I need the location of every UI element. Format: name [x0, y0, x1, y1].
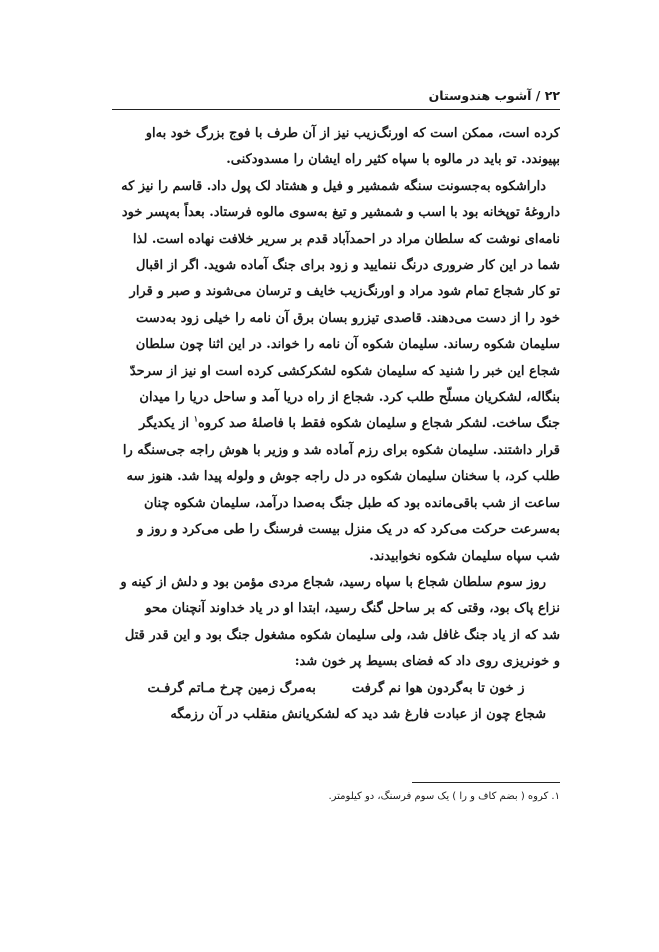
verse-hemistich-1: ز خون تا به‌گردون هوا نم گرفت — [351, 680, 525, 696]
text-line: شجاع این خبر را شنید که سلیمان شکوه لشکرکشی کرده است او نیز از سرحدّ — [129, 363, 560, 379]
text-line: شد که از یاد جنگ غافل شد، ولی سلیمان شکوه مشغول جنگ بود و این قدر قتل — [124, 627, 560, 643]
text-line: نزاع پاک بود، وقتی که بر ساحل گنگ رسید، ابتدا او در یاد خداوند آنچنان محو — [145, 601, 560, 617]
text-segment: از یکدیگر — [139, 416, 194, 432]
text-line: روز سوم سلطان شجاع با سپاه رسید، شجاع مردی مؤمن بود و دلش از کینه و — [120, 574, 546, 590]
text-line: داروغهٔ توپخانه بود با اسب و شمشیر و تیغ به‌سوی مالوه فرستاد. بعداً به‌پسر خود — [121, 205, 560, 221]
text-line: قرار داشتند. سلیمان شکوه برای رزم آماده شد و وزیر با هوش راجه جی‌سنگه را — [122, 442, 560, 458]
body-text — [112, 121, 560, 728]
text-line: داراشکوه به‌جسونت سنگه شمشیر و فیل و هشتاد لک پول داد. قاسم را نیز که — [121, 178, 546, 194]
verse — [112, 676, 560, 702]
text-line: طلب کرد، با سخنان سلیمان شکوه در دل راجه جوش و ولوله پیدا شد. هنوز سه — [126, 469, 560, 485]
text-line: به‌سرعت حرکت می‌کرد که در یک منزل بیست فرسنگ را طی می‌کرد و روز و — [137, 522, 560, 538]
text-line: و خونریزی روی داد که فضای بسیط پر خون شد: — [294, 654, 560, 670]
text-line: کرده است، ممکن است که اورنگ‌زیب نیز از آن طرف با فوج بزرگ خود به‌او — [145, 126, 560, 141]
text-line — [112, 411, 560, 437]
text-line: شب سپاه سلیمان شکوه نخوابیدند. — [369, 548, 560, 564]
header-rule — [112, 109, 560, 110]
text-line: شما در این کار ضروری درنگ ننمایید و زود برای جنگ آماده شوید. اگر از اقبال — [135, 258, 560, 274]
footnote-rule — [412, 782, 560, 783]
text-line: خود را از دست می‌دهند. قاصدی تیزرو بسان برق آن نامه را خیلی زود به‌دست — [136, 310, 560, 326]
text-line: سلیمان شکوه رساند. سلیمان شکوه آن نامه را خواند. در این اثنا چون سلطان — [135, 337, 560, 353]
footnote-marker[interactable]: ۱ — [193, 414, 198, 425]
text-line: شجاع چون از عبادت فارغ شد دید که لشکریانش منقلب در آن رزمگه — [170, 706, 546, 722]
text-line: بپیوندد. تو باید در مالوه با سپاه کثیر راه ایشان را مسدود‌کنی. — [226, 152, 560, 168]
running-header: ۲۲ / آشوب هندوستان — [428, 88, 560, 103]
text-line: نامه‌ای نوشت که سلطان مراد در احمدآباد قدم بر سریر خلافت نهاده است. لذا — [132, 231, 560, 247]
text-line: بنگاله، لشکریان مسلّح طلب کرد. شجاع از راه دریا آمد و ساحل دریا را میدان — [139, 390, 560, 406]
text-segment: جنگ ساخت. لشکر شجاع و سلیمان شکوه فقط با فاصلهٔ صد کروه — [197, 416, 560, 432]
text-line: ساعت از شب باقی‌مانده بود که طبل جنگ به‌صدا درآمد، سلیمان شکوه چنان — [144, 495, 560, 511]
footnote: ۱. کروه ( بضم کاف و را ) یک سوم فرسنگ، دو کیلومتر. — [328, 791, 560, 802]
text-line: تو کار شجاع تمام شود مراد و اورنگ‌زیب خایف و ترسان می‌شوند و صبر و قرار — [129, 284, 560, 300]
verse-hemistich-2: به‌مرگ زمین چرخ مـاتم گرفـت — [147, 680, 316, 696]
